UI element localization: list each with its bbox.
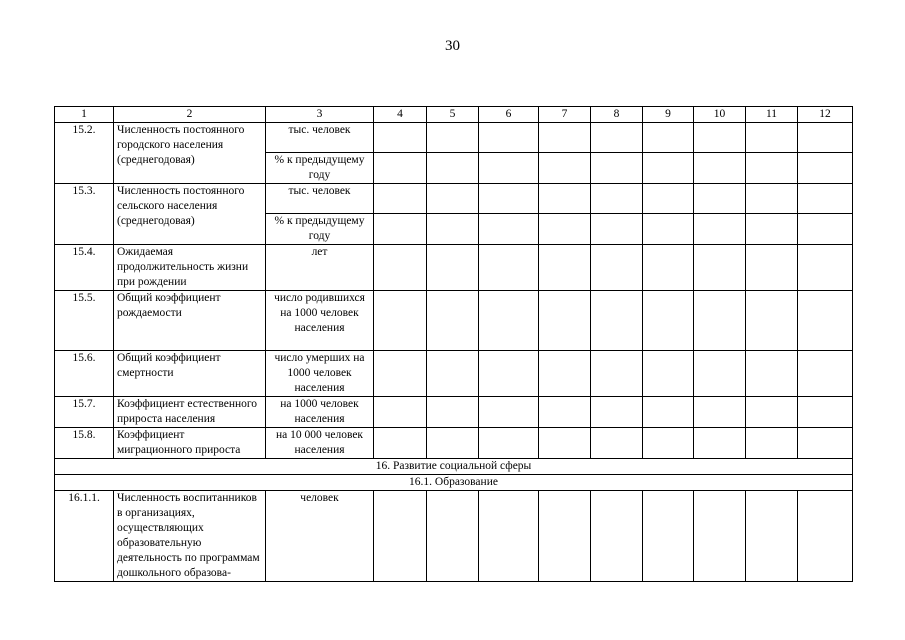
data-cell <box>798 123 853 153</box>
table-row <box>55 291 853 351</box>
row-code: 15.3. <box>55 184 114 245</box>
row-unit: число родившихся на 1000 человек населения <box>266 291 374 351</box>
data-cell <box>798 245 853 291</box>
data-cell <box>591 291 643 351</box>
data-cell <box>374 351 427 397</box>
row-unit: лет <box>266 245 374 291</box>
data-cell <box>591 214 643 245</box>
data-cell <box>427 153 479 184</box>
data-cell <box>798 491 853 582</box>
data-cell <box>694 153 746 184</box>
data-cell <box>479 214 539 245</box>
data-cell <box>539 397 591 428</box>
data-cell <box>591 184 643 214</box>
table-row <box>55 397 853 428</box>
data-cell <box>694 214 746 245</box>
data-cell <box>479 491 539 582</box>
data-cell <box>479 184 539 214</box>
row-indicator: Коэффициент естественного прироста населения <box>114 397 266 428</box>
data-cell <box>643 428 694 459</box>
table-row <box>55 184 853 214</box>
page-number: 30 <box>445 38 460 54</box>
data-cell <box>427 351 479 397</box>
data-cell <box>746 491 798 582</box>
data-cell <box>539 123 591 153</box>
data-cell <box>539 351 591 397</box>
row-indicator: Численность постоянного сельского населения (среднегодовая) <box>114 184 266 245</box>
data-cell <box>798 214 853 245</box>
data-cell <box>643 184 694 214</box>
data-cell <box>798 397 853 428</box>
row-indicator: Численность воспитанников в организациях, осуществляющих образовательную деятельность по программам дошкольного образова- <box>114 491 266 582</box>
subsection-title: 16.1. Образование <box>55 475 853 491</box>
data-cell <box>643 153 694 184</box>
row-indicator: Общий коэффициент смертности <box>114 351 266 397</box>
data-cell <box>479 153 539 184</box>
row-indicator: Коэффициент миграционного прироста <box>114 428 266 459</box>
data-cell <box>374 428 427 459</box>
table-row <box>55 491 853 582</box>
data-cell <box>479 291 539 351</box>
column-header: 8 <box>591 107 643 123</box>
data-cell <box>694 397 746 428</box>
data-cell <box>694 491 746 582</box>
table-header-row <box>55 107 853 123</box>
column-header: 11 <box>746 107 798 123</box>
data-cell <box>479 428 539 459</box>
row-unit: человек <box>266 491 374 582</box>
data-cell <box>539 184 591 214</box>
data-cell <box>591 428 643 459</box>
row-unit: на 10 000 человек населения <box>266 428 374 459</box>
row-code: 15.4. <box>55 245 114 291</box>
data-cell <box>427 291 479 351</box>
column-header: 3 <box>266 107 374 123</box>
data-cell <box>643 491 694 582</box>
data-cell <box>746 214 798 245</box>
data-cell <box>427 184 479 214</box>
data-cell <box>746 351 798 397</box>
data-cell <box>694 123 746 153</box>
row-code: 15.2. <box>55 123 114 184</box>
data-cell <box>479 351 539 397</box>
column-header: 7 <box>539 107 591 123</box>
column-header: 9 <box>643 107 694 123</box>
data-cell <box>374 245 427 291</box>
data-cell <box>591 245 643 291</box>
row-unit: тыс. человек <box>266 184 374 214</box>
data-cell <box>643 351 694 397</box>
data-table <box>54 106 853 582</box>
row-unit: % к предыдущему году <box>266 214 374 245</box>
column-header: 10 <box>694 107 746 123</box>
row-unit: тыс. человек <box>266 123 374 153</box>
data-cell <box>539 153 591 184</box>
table-row <box>55 123 853 153</box>
data-cell <box>746 123 798 153</box>
row-unit: % к предыдущему году <box>266 153 374 184</box>
row-indicator: Численность постоянного городского населения (среднегодовая) <box>114 123 266 184</box>
data-cell <box>427 245 479 291</box>
data-cell <box>643 397 694 428</box>
data-cell <box>694 291 746 351</box>
column-header: 6 <box>479 107 539 123</box>
table-row <box>55 351 853 397</box>
data-cell <box>539 291 591 351</box>
data-cell <box>539 428 591 459</box>
data-cell <box>479 123 539 153</box>
data-cell <box>643 245 694 291</box>
data-cell <box>539 491 591 582</box>
data-cell <box>591 491 643 582</box>
data-cell <box>798 428 853 459</box>
data-cell <box>746 153 798 184</box>
data-cell <box>694 245 746 291</box>
row-indicator: Общий коэффициент рождаемости <box>114 291 266 351</box>
row-code: 15.8. <box>55 428 114 459</box>
data-cell <box>798 351 853 397</box>
data-cell <box>746 245 798 291</box>
row-code: 15.6. <box>55 351 114 397</box>
data-cell <box>427 491 479 582</box>
row-unit: на 1000 человек населения <box>266 397 374 428</box>
subsection-row <box>55 475 853 491</box>
data-cell <box>591 351 643 397</box>
data-cell <box>798 153 853 184</box>
row-code: 15.7. <box>55 397 114 428</box>
data-cell <box>479 245 539 291</box>
data-cell <box>374 123 427 153</box>
table-row <box>55 245 853 291</box>
data-cell <box>643 214 694 245</box>
row-code: 16.1.1. <box>55 491 114 582</box>
data-cell <box>746 184 798 214</box>
data-cell <box>591 397 643 428</box>
data-cell <box>374 397 427 428</box>
data-cell <box>694 184 746 214</box>
data-cell <box>374 184 427 214</box>
column-header: 5 <box>427 107 479 123</box>
data-cell <box>746 428 798 459</box>
row-code: 15.5. <box>55 291 114 351</box>
section-title: 16. Развитие социальной сферы <box>55 459 853 475</box>
row-indicator: Ожидаемая продолжительность жизни при рождении <box>114 245 266 291</box>
data-cell <box>374 491 427 582</box>
row-unit: число умерших на 1000 человек населения <box>266 351 374 397</box>
data-cell <box>591 153 643 184</box>
data-cell <box>746 397 798 428</box>
data-cell <box>427 397 479 428</box>
data-cell <box>479 397 539 428</box>
data-cell <box>374 153 427 184</box>
data-cell <box>374 214 427 245</box>
data-cell <box>427 428 479 459</box>
data-cell <box>374 291 427 351</box>
data-cell <box>798 184 853 214</box>
data-cell <box>539 245 591 291</box>
column-header: 2 <box>114 107 266 123</box>
column-header: 12 <box>798 107 853 123</box>
section-row <box>55 459 853 475</box>
data-cell <box>694 351 746 397</box>
data-cell <box>591 123 643 153</box>
data-cell <box>694 428 746 459</box>
data-cell <box>798 291 853 351</box>
column-header: 4 <box>374 107 427 123</box>
data-cell <box>643 291 694 351</box>
column-header: 1 <box>55 107 114 123</box>
data-cell <box>427 214 479 245</box>
data-cell <box>746 291 798 351</box>
data-cell <box>539 214 591 245</box>
data-cell <box>643 123 694 153</box>
data-cell <box>427 123 479 153</box>
table-row <box>55 428 853 459</box>
